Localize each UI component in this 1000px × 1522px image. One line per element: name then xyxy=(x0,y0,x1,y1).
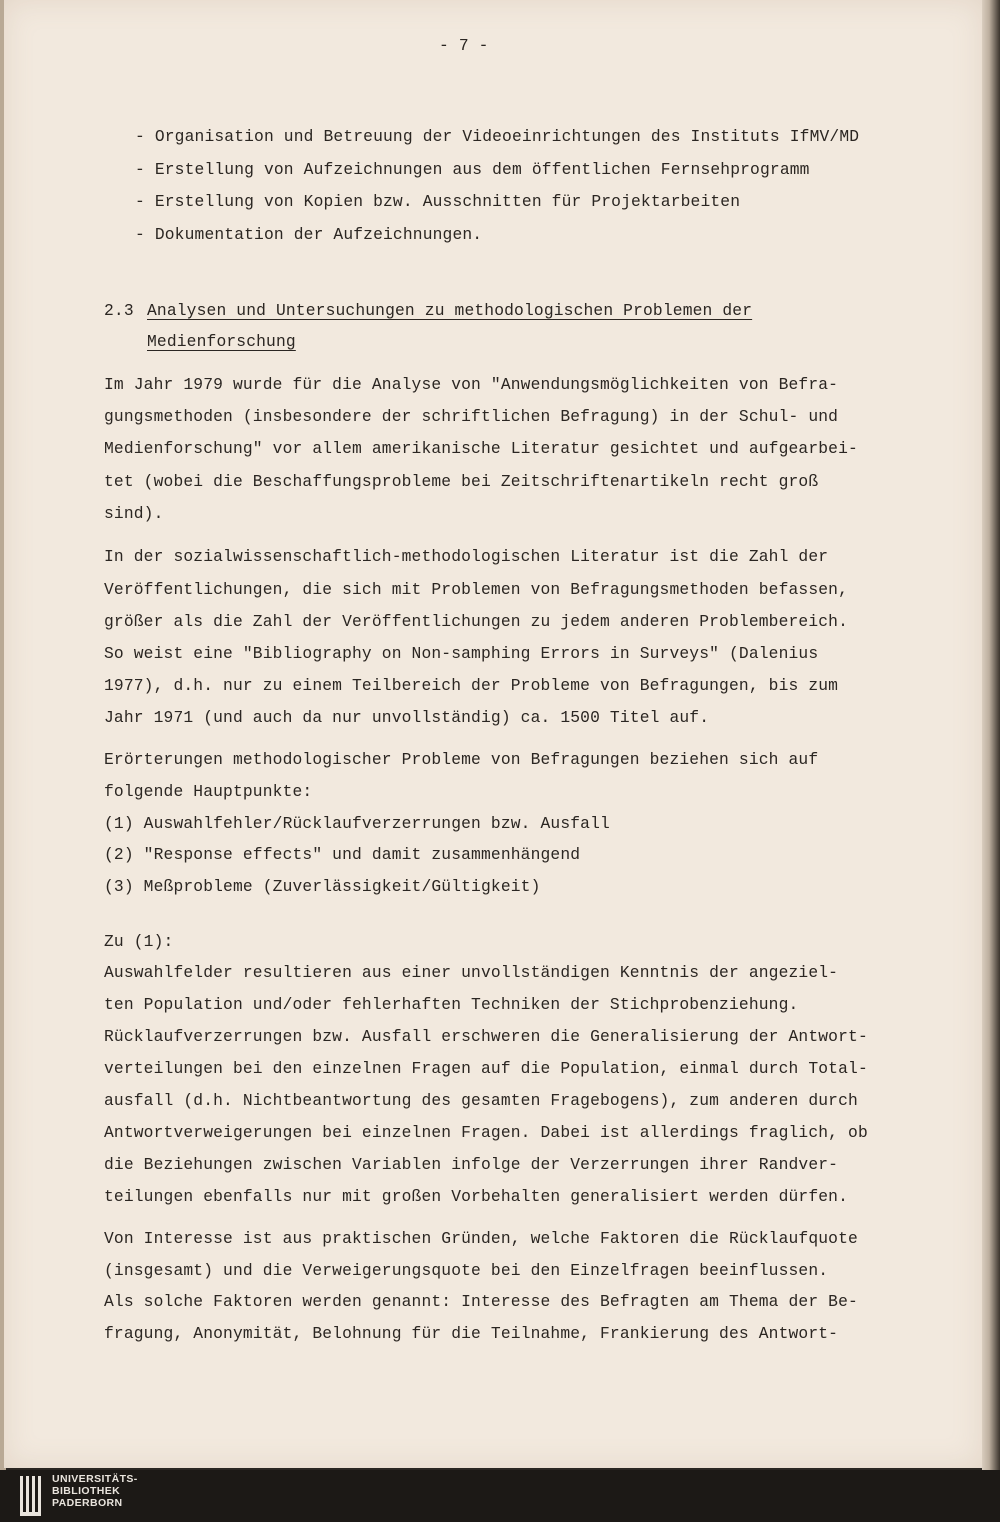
library-footer xyxy=(0,1470,1000,1522)
library-logo-text xyxy=(52,1473,138,1509)
paragraph-line: folgende Hauptpunkte: xyxy=(104,782,313,801)
section-title-line1: Analysen und Untersuchungen zu methodologischen Problemen der xyxy=(147,301,753,320)
paragraph-line: teilungen ebenfalls nur mit großen Vorbehalten generalisiert werden dürfen. xyxy=(104,1187,849,1206)
paragraph-line: Medienforschung" vor allem amerikanische Literatur gesichtet und aufgearbei- xyxy=(104,439,858,458)
paragraph-line: In der sozialwissenschaftlich-methodologischen Literatur ist die Zahl der xyxy=(104,547,829,566)
section-number: 2.3 xyxy=(104,301,134,320)
paragraph-line: Veröffentlichungen, die sich mit Problemen von Befragungsmethoden befassen, xyxy=(104,580,849,599)
numbered-point: (2) "Response effects" und damit zusammenhängend xyxy=(104,845,581,864)
logo-line: BIBLIOTHEK xyxy=(52,1485,121,1497)
paragraph-line: Jahr 1971 (und auch da nur unvollständig) ca. 1500 Titel auf. xyxy=(104,708,710,727)
page-number: - 7 - xyxy=(439,36,489,55)
document-page xyxy=(4,0,982,1468)
paragraph-line: 1977), d.h. nur zu einem Teilbereich der Probleme von Befragungen, bis zum xyxy=(104,676,839,695)
paragraph-line: ausfall (d.h. Nichtbeantwortung des gesamten Fragebogens), zum anderen durch xyxy=(104,1091,858,1110)
numbered-point: (1) Auswahlfehler/Rücklaufverzerrungen bzw. Ausfall xyxy=(104,814,610,833)
paragraph-line: Als solche Faktoren werden genannt: Interesse des Befragten am Thema der Be- xyxy=(104,1292,858,1311)
paragraph-line: Rücklaufverzerrungen bzw. Ausfall erschweren die Generalisierung der Antwort- xyxy=(104,1027,868,1046)
page-right-edge xyxy=(982,0,1000,1470)
logo-line: UNIVERSITÄTS- xyxy=(52,1473,138,1485)
paragraph-line: So weist eine "Bibliography on Non-samphing Errors in Surveys" (Dalenius xyxy=(104,644,819,663)
paragraph-line: ten Population und/oder fehlerhaften Techniken der Stichprobenziehung. xyxy=(104,995,799,1014)
paragraph-line: Erörterungen methodologischer Probleme von Befragungen beziehen sich auf xyxy=(104,750,819,769)
paragraph-line: Von Interesse ist aus praktischen Gründen, welche Faktoren die Rücklaufquote xyxy=(104,1229,858,1248)
paragraph-line: tet (wobei die Beschaffungsprobleme bei Zeitschriftenartikeln recht groß xyxy=(104,472,819,491)
task-list-item: - Erstellung von Kopien bzw. Ausschnitten für Projektarbeiten xyxy=(135,192,741,211)
paragraph-line: (insgesamt) und die Verweigerungsquote bei den Einzelfragen beeinflussen. xyxy=(104,1261,829,1280)
task-list-item: - Erstellung von Aufzeichnungen aus dem öffentlichen Fernsehprogramm xyxy=(135,160,810,179)
task-list-item: - Dokumentation der Aufzeichnungen. xyxy=(135,225,483,244)
library-logo-icon xyxy=(18,1474,46,1518)
paragraph-line: die Beziehungen zwischen Variablen infolge der Verzerrungen ihrer Randver- xyxy=(104,1155,839,1174)
paragraph-line: Im Jahr 1979 wurde für die Analyse von "Anwendungsmöglichkeiten von Befra- xyxy=(104,375,839,394)
paragraph-line: sind). xyxy=(104,504,164,523)
task-list-item: - Organisation und Betreuung der Videoeinrichtungen des Instituts IfMV/MD xyxy=(135,127,860,146)
paragraph-line: Antwortverweigerungen bei einzelnen Fragen. Dabei ist allerdings fraglich, ob xyxy=(104,1123,868,1142)
paragraph-line: verteilungen bei den einzelnen Fragen auf die Population, einmal durch Total- xyxy=(104,1059,868,1078)
paragraph-line: Auswahlfelder resultieren aus einer unvollständigen Kenntnis der angeziel- xyxy=(104,963,839,982)
numbered-point: (3) Meßprobleme (Zuverlässigkeit/Gültigkeit) xyxy=(104,877,541,896)
paragraph-line: größer als die Zahl der Veröffentlichungen zu jedem anderen Problembereich. xyxy=(104,612,849,631)
logo-line: PADERBORN xyxy=(52,1497,123,1509)
paragraph-line: fragung, Anonymität, Belohnung für die Teilnahme, Frankierung des Antwort- xyxy=(104,1324,839,1343)
section-title-line2: Medienforschung xyxy=(147,332,296,351)
sub-heading: Zu (1): xyxy=(104,932,174,951)
paragraph-line: gungsmethoden (insbesondere der schriftlichen Befragung) in der Schul- und xyxy=(104,407,839,426)
